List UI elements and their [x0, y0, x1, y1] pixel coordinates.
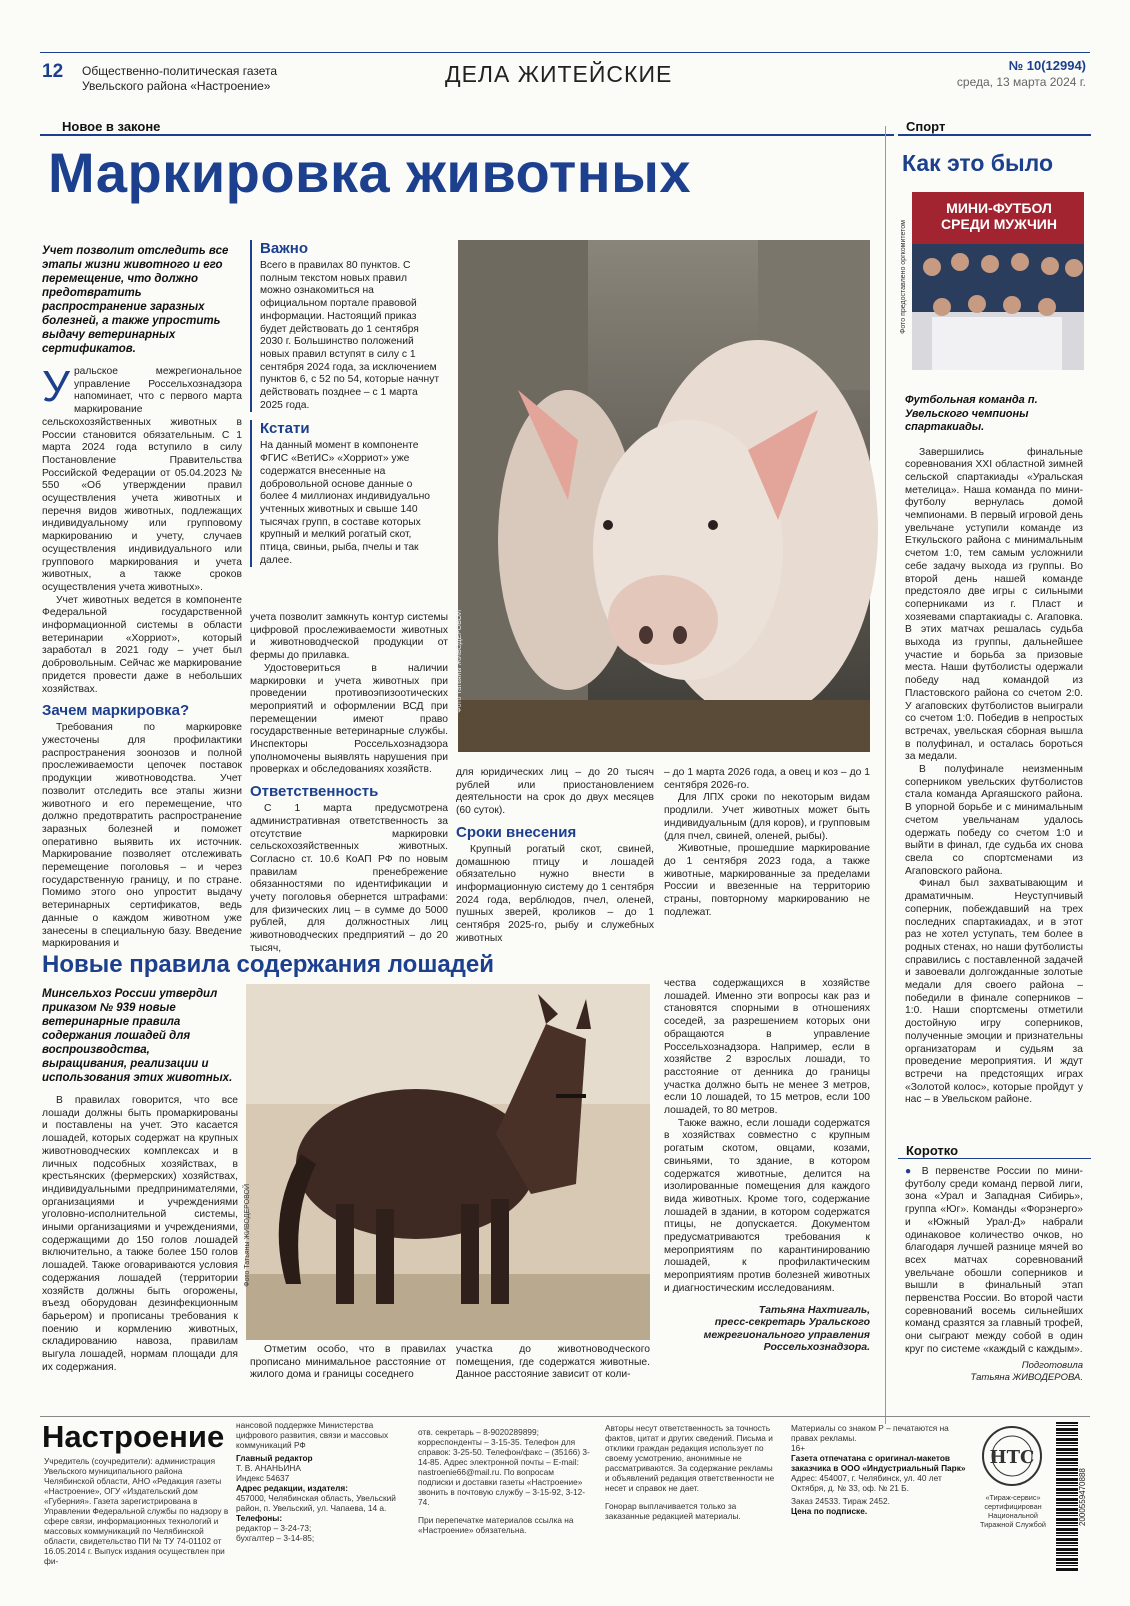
subhead-why: Зачем маркировка?	[42, 702, 190, 720]
box-important	[250, 240, 440, 412]
horse-lead: Минсельхоз России утвердил приказом № 939 новые ветеринарные правила содержания лошадей для воспроизводства, выращивания, реализации и использования этих животных.	[42, 988, 233, 1084]
footer-phones-label: Телефоны:	[236, 1513, 283, 1523]
col4-paragraph-2: Для ЛПХ сроки по некоторым видам продлили. Учет животных может быть индивидуальным (для коров), и групповым (для пчел, свиней, оленей, рыбы).	[664, 792, 870, 842]
pig-photo-caption: Фото Татьяны ЖИВОДЕРОВОЙ	[456, 610, 463, 713]
author-role: пресс-секретарь Уральского межрегионального управления Россельхознадзора.	[703, 1316, 870, 1354]
horse-paragraph-3: чества содержащихся в хозяйстве лошадей. Именно эти вопросы как раз и становятся спорными в отношениях соседей, за разрешением которых они обращаются в управление Россельхознадзора. Например, если в хозяйстве 2 взрослых лошади, то расстояние от денника до границы участка должно быть не менее 3 метров, если 10 лошадей, то 15 метров, если 100 лошадей, то 80 метров.	[664, 978, 870, 1117]
footer-phone-editor: редактор – 3-24-73;	[236, 1523, 312, 1533]
col3-paragraph-2: Крупный рогатый скот, свиней, домашнюю птицу и лошадей обязательно нужно внести в информационную систему до 1 сентября 2024 года, верблюдов, пчел, оленей, пушных зверей, кроликов – до 1 сентября 2025-го, рыбу и служебных животных	[456, 843, 654, 944]
article-column-1	[42, 244, 242, 951]
footer-ads: Материалы со знаком Р – печатаются на правах рекламы.	[791, 1423, 949, 1443]
horse-column-3	[664, 978, 870, 1354]
footer-contacts: отв. секретарь – 8-9020289899; корреспонденты – 3-15-35. Телефон для справок: 3-25-50. Телефон/факс – (35166) 3-14-85. Адрес электронной почты – E-mail: nastroenie66@mail.ru. По вопросам подписки и доставки газеты «Настроение» звонить в почтовую службу – 3-15-92, 3-12-74.	[418, 1427, 590, 1507]
article-column-2	[250, 240, 440, 567]
col1-paragraph-3: Требования по маркировке ужесточены для профилактики распространения зоонозов и полной прослеживаемости цепочек поставок продукции животноводства. Учет позволит отследить все этапы жизни животного и его перемещение, что должно предотвратить распространение заразных болезней и поможет оперативно выявить их источник. Маркирование позволяет отслеживать перемещение поголовья – и через государственную границу, и по стране. Помимо этого оно упростит выдачу ветеринарных сертификатов, ведь данные о каждом животном уже занесены в специальную базу. Введение маркирования и	[42, 722, 242, 950]
horse-photo-caption: Фото Татьяны ЖИВОДЕРОВОЙ	[244, 1184, 251, 1287]
short-news-signature	[905, 1360, 1083, 1384]
col4-paragraph-3: Животные, прошедшие маркирование до 1 сентября 2023 года, а также животные, маркированные за пределами России и ввезенные на территорию страны, повторному маркированию не подлежат.	[664, 843, 870, 918]
short-news: ● В первенстве России по мини-футболу среди команд первой лиги, зона «Урал и Западная Сибирь», группа «Юг». Команды «Форэнерго» и «Южный Урал-Д» набрали одинаковое количество очков, но благодаря лучшей разнице мячей во всех матчах соревнований увельчане обошли соперников и вышли в финальный этап первенства России. Во второй части соревнований восемь сильнейших команд сразятся за главный трофей, они сыграют между собой в один круг по системе «каждый с каждым». Подготовила Татьяна ЖИВОДЕРОВА.	[905, 1166, 1083, 1383]
paper-name-line2: Увельского района «Настроение»	[82, 79, 271, 93]
pig-photo	[458, 240, 870, 752]
footer-editor: Т. В. АНАНЬИНА	[236, 1463, 301, 1473]
footer-column-5	[791, 1423, 971, 1516]
horse-photo	[246, 984, 650, 1340]
rubric-main: Новое в законе	[40, 119, 894, 136]
paper-name-line1: Общественно-политическая газета	[82, 64, 278, 78]
sport-paragraph-2: В полуфинале неизменным соперником увельских футболистов стала команда Аргаяшского района. В упорной борьбе и с минимальным счетом увельчанам удалось одержать победу со счетом 1:0 и выйти в финал, где судьба их снова свела со спортсменами из Агаповского района.	[905, 764, 1083, 877]
seal-logo	[980, 1424, 1050, 1529]
horse-title: Новые правила содержания лошадей	[42, 951, 495, 978]
article-column-4	[664, 767, 870, 919]
main-title: Маркировка животных	[48, 141, 692, 204]
section-title: ДЕЛА ЖИТЕЙСКИЕ	[445, 61, 673, 87]
sport-caption: Футбольная команда п. Увельского чемпионы спартакиады.	[905, 394, 1038, 433]
footer-address: 457000, Челябинская область, Увельский район, п. Увельский, ул. Чапаева, 14 а.	[236, 1493, 396, 1513]
subhead-terms: Сроки внесения	[456, 823, 577, 841]
rubric-sport: Спорт	[898, 119, 1091, 136]
sport-photo-banner: МИНИ-ФУТБОЛ СРЕДИ МУЖЧИН	[941, 200, 1057, 232]
sport-column	[905, 394, 1083, 1107]
footer-column-2	[236, 1420, 406, 1543]
box-important-text: Всего в правилах 80 пунктов. С полным текстом новых правил можно ознакомиться на официальном портале правовой информации. Настоящий приказ будет действовать до 1 сентября 2030 г. Большинство положений новых правил вступят в силу с 1 сентября 2024 года, за исключением пунктов 6, с 52 по 54, которые начнут действовать позднее – с 1 марта 2025 года.	[260, 260, 440, 411]
box-kstati-title: Кстати	[260, 420, 310, 438]
footer-reprint: При перепечатке материалов ссылка на «Настроение» обязательна.	[418, 1515, 574, 1535]
footer-founders: Учредитель (соучредители): администрация Увельского муниципального района Челябинской области, АНО «Редакция газеты «Настроение», ОГУ «Издательский дом «Губерния». Газета зарегистрирована в Управлении Федеральной службы по надзору в сфере связи, информационных технологий и массовых коммуникаций по Челябинской области, свидетельство ПИ № ТУ 74-01102 от 16.05.2014 г. Выпуск издания осуществлен при фи-	[44, 1456, 229, 1566]
footer-editor-label: Главный редактор	[236, 1453, 313, 1463]
footer-fee: Гонорар выплачивается только за заказанные редакцией материалы.	[605, 1501, 741, 1521]
barcode	[1056, 1422, 1090, 1572]
footer-printer-address: Адрес: 454007, г. Челябинск, ул. 40 лет Октября, д. № 33, оф. № 21 Б.	[791, 1473, 942, 1493]
page-header	[40, 48, 1090, 100]
footer-index: Индекс 54637	[236, 1473, 290, 1483]
short-news-text: В первенстве России по мини-футболу среди команд первой лиги, зона «Урал и Западная Сибирь», группа «Юг». Команды «Форэнерго» и «Южный Урал-Д» набрали одинаковое количество очков, но благодаря лучшей разнице мячей во всех матчах соревнований увельчане обошли соперников и вышли в финальный этап первенства России. Во второй части соревнований восемь сильнейших команд сразятся за главный трофей, они сыграют между собой в один круг по системе «каждый с каждым».	[905, 1166, 1083, 1355]
issue-number: № 10(12994)	[1008, 58, 1086, 73]
dropcap: У	[42, 362, 70, 411]
footer-column-4	[605, 1423, 775, 1521]
sport-paragraph-1: Завершились финальные соревнования XXI областной зимней сельской спартакиады «Уральская метелица». Наша команда по мини-футболу вернулась домой чемпионами. В первый игровой день увельчане уступили команде из Еткульского района с минимальным счетом 1:0, тем самым усложнили себе задачу выхода из группы. Во второй день нашей команде предстояло две игры с сильными соперниками из г. Пласт и хозяевами спартакиады с. Агаповка. В этих матчах решалась судьба выхода из группы, дальнейшее участие и борьба за призовые места. Наши футболисты одержали победу над командой из Пластовского района со счетом 2:0. У агаповских футболистов выиграли со счетом 1:0. Победив в непростых встречах, увельская сборная вышла в полуфинал, и осталась бороться за медали.	[905, 446, 1083, 763]
horse-under-text-2: участка до животноводческого помещения, где содержатся животные. Данное расстояние зависит от коли-	[456, 1344, 650, 1381]
footer-logo: Настроение	[42, 1419, 225, 1454]
footer-age: 16+	[791, 1443, 806, 1453]
col2-paragraph-3: С 1 марта предусмотрена административная ответственность за отсутствие маркировки сельскохозяйственных животных. Согласно ст. 10.6 КоАП РФ по новым правилам пренебрежение обязанностями по идентификации и учету поголовья обернется штрафами: для физических лиц – в сумме до 5000 рублей, для должностных лиц животноводческих предприятий – до 20 тысяч,	[250, 803, 448, 954]
footer-printer: Газета отпечатана с оригинал-макетов заказчика в ООО «Индустриальный Парк»	[791, 1453, 966, 1473]
footer-responsibility: Авторы несут ответственность за точность фактов, цитат и других сведений. Письма и отклики граждан редакция использует по своему усмотрению, анонимные не рассматриваются. За содержание рекламы и объявлений редакция ответственности не несет и справок не дает.	[605, 1423, 775, 1493]
footer-order: Заказ 24533. Тираж 2452.	[791, 1496, 890, 1506]
col1-paragraph-2: Учет животных ведется в компоненте Федеральной государственной информационной системы в области ветеринарии «Хорриот», который заработал в 2021 году – учет был добровольным. Сейчас же маркирование придется провести даже в небольших хозяйствах.	[42, 594, 242, 695]
horse-under-photo-2	[456, 1344, 650, 1382]
short-sign-label: Подготовила	[1021, 1359, 1083, 1371]
sport-paragraph-3: Финал был захватывающим и драматичным. Неуступчивый соперник, побеждавший на трех последних спартакиадах, и в этот раз не хотел уступать, тем более в родных стенах, но наши футболисты справились с поставленной задачей и завоевали долгожданные золотые медали для своего района – победили в финале соперников – 1:0. Наши спортсмены отметили достойную игру соперников, полученные эмоции и признательны организаторам и судьям за проведение мероприятия. И ждут встречи на предстоящих играх «Золотой колос», которые пройдут у нас – в Увельском районе.	[905, 878, 1083, 1106]
col4-paragraph-1: – до 1 марта 2026 года, а овец и коз – до 1 сентября 2026-го.	[664, 767, 870, 791]
svg-text:НТС: НТС	[989, 1447, 1035, 1468]
subhead-responsibility: Ответственность	[250, 783, 379, 801]
footer-support: нансовой поддержке Министерства цифрового развития, связи и массовых коммуникаций РФ	[236, 1420, 389, 1450]
col2-paragraph-1: учета позволит замкнуть контур системы цифровой прослеживаемости животных и животноводческой продукции от фермы до прилавка.	[250, 612, 448, 662]
footer-price: Цена по подписке.	[791, 1506, 868, 1516]
horse-illustration	[246, 984, 650, 1340]
box-kstati	[250, 420, 440, 567]
horse-under-text-1: Отметим особо, что в правилах прописано минимальное расстояние от жилого дома и границы соседнего	[250, 1344, 446, 1381]
col1-paragraph-1: ральское межрегиональное управление Россельхознадзора напоминает, что с первого марта маркирование сельскохозяйственных животных в России становится обязательным. С 1 марта 2024 года вступило в силу Постановление Правительства Российской Федерации от 05.04.2023 № 550 «Об утверждении правил осуществления учета животных и перечня видов животных, подлежащих индивидуальному или групповому маркированию и учету, случаев осуществления индивидуального или группового маркирования и учета животных, а также сроков осуществления учета животных».	[42, 366, 242, 593]
pig-illustration	[458, 240, 870, 752]
footer-address-label: Адрес редакции, издателя:	[236, 1483, 349, 1493]
article-column-2b	[250, 612, 448, 956]
footer-phone-accountant: бухгалтер – 3-14-85;	[236, 1533, 315, 1543]
article-column-3	[456, 767, 654, 945]
footer-rule	[40, 1416, 1090, 1417]
seal-icon	[980, 1424, 1044, 1488]
horse-paragraph-4: Также важно, если лошади содержатся в хозяйствах совместно с крупным рогатым скотом, овцами, козами, свиньями, то здание, в котором содержатся животные, делится на изолированные помещения для каждого вида животных. Кроме того, содержание лошадей в здании, в котором содержатся птицы, не допускается. Документом предусматриваются требования к мероприятиям по карантинированию лошадей, к профилактическим мероприятиям против болезней животных и диагностическим исследованиям.	[664, 1117, 870, 1294]
box-important-title: Важно	[260, 240, 309, 257]
sport-title: Как это было	[902, 150, 1054, 176]
col3-paragraph-1: для юридических лиц – до 20 тысяч рублей или приостановлением деятельности на срок до двух месяцев (60 суток).	[456, 767, 654, 817]
sport-photo-credit: Фото предоставлено оргкомитетом	[900, 220, 907, 334]
page-number: 12	[42, 61, 64, 82]
seal-text: «Тираж-сервис» сертифицирован Национальной Тиражной Службой	[980, 1493, 1046, 1529]
sport-photo	[912, 192, 1084, 370]
article-lead: Учет позволит отследить все этапы жизни животного и его перемещение, что должно предотвратить распространение заразных болезней, а также упростить выдачу ветеринарных сертификатов.	[42, 245, 229, 355]
author-signature	[664, 1304, 870, 1354]
column-divider	[885, 126, 886, 1424]
horse-paragraph-1: В правилах говорится, что все лошади должны быть промаркированы и поставлены на учет. Это касается лошадей, которых содержат на крупных животноводческих комплексах и в личных подсобных хозяйствах, в крестьянских (фермерских) хозяйствах, индивидуальными предпринимателями, организациями и учреждениями уголовно-исполнительной системы, иными организациями и учреждениями, содержащими до 150 голов лошадей включительно, а также более 150 голов лошадей. Также оговариваются условия содержания лошадей (территории хозяйств должны быть огорожены, въезд оборудован дезинфекционным барьером) и прописаны требования к поению и кормлению животных, складированию навоза, правилам выгула лошадей, нормам площади для их содержания.	[42, 1095, 238, 1373]
barcode-bars	[1056, 1422, 1078, 1572]
issue-date: среда, 13 марта 2024 г.	[956, 75, 1086, 89]
col2-paragraph-2: Удостовериться в наличии маркировки и учета животных при проведении противоэпизоотических мероприятий и оформлении ВСД при перемещении имеют право государственные ветеринарные службы. Инспекторы Россельхознадзора уполномочены выявлять нарушения при проверках и обследованиях хозяйств.	[250, 662, 448, 776]
horse-column-1	[42, 987, 238, 1374]
short-sign-name: Татьяна ЖИВОДЕРОВА.	[970, 1371, 1083, 1383]
horse-under-photo-1	[250, 1344, 446, 1382]
short-news-title: Коротко	[898, 1143, 1091, 1159]
footer-column-3	[418, 1427, 590, 1535]
box-kstati-text: На данный момент в компоненте ФГИС «ВетИС» «Хорриот» уже содержатся внесенные на добровольной основе данные о более 4 миллионах индивидуально учтенных животных и свыше 140 тысячах групп, в составе которых крупный и мелкий рогатый скот, птица, свиньи, рыба, пчелы и так далее.	[260, 440, 431, 566]
author-name: Татьяна Нахтигаль,	[758, 1303, 870, 1316]
barcode-number: 2000559470888	[1078, 1468, 1087, 1526]
